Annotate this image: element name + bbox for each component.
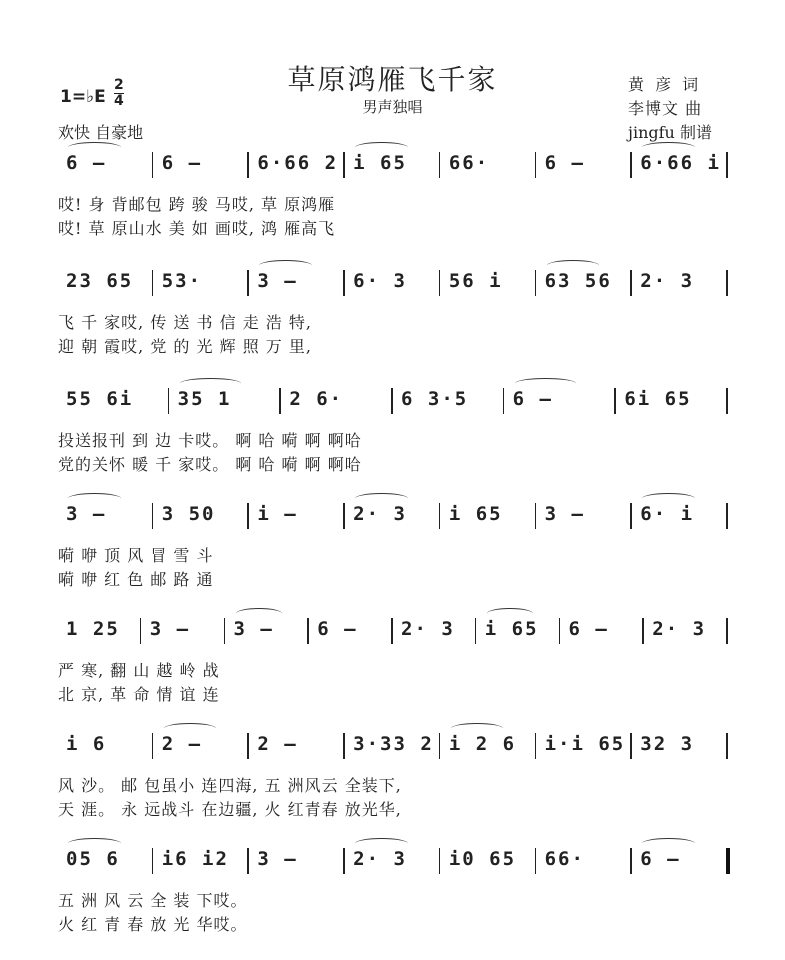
barline xyxy=(439,733,441,759)
measure: i – xyxy=(257,503,298,525)
lyric-verse-1: 飞 千 家哎, 传 送 书 信 走 浩 特, xyxy=(58,313,312,332)
slur-mark xyxy=(180,378,241,389)
barline xyxy=(726,733,728,759)
barline xyxy=(247,733,249,759)
measure: 2· 3 xyxy=(401,618,455,640)
barline xyxy=(152,270,154,296)
lyric-verse-1: 投送报刊 到 边 卡哎。 啊 哈 嗬 啊 啊哈 xyxy=(58,431,362,450)
barline xyxy=(630,152,632,178)
measure: 3 50 xyxy=(161,503,216,525)
barline xyxy=(535,270,537,296)
barline xyxy=(343,152,345,178)
final-barline xyxy=(726,848,730,874)
lyric-verse-1: 五 洲 风 云 全 装 下哎。 xyxy=(58,891,248,910)
barline xyxy=(247,848,249,874)
measure: i 6 xyxy=(66,733,107,755)
barline xyxy=(343,848,345,874)
barline xyxy=(726,152,728,178)
measure: 2· 3 xyxy=(353,503,407,525)
slur-mark xyxy=(642,493,695,504)
barline xyxy=(247,503,249,529)
score-row xyxy=(58,270,728,380)
barline xyxy=(630,503,632,529)
key-signature: 1=♭E xyxy=(60,87,106,107)
barline xyxy=(642,618,644,644)
measure: 2 6· xyxy=(289,388,344,410)
notes-line xyxy=(58,152,728,192)
barline xyxy=(535,733,537,759)
measure: i0 65 xyxy=(448,848,517,870)
lyric-verse-1: 风 沙。 邮 包虽小 连四海, 五 洲风云 全装下, xyxy=(58,776,402,795)
arranger-credit: jingfu 制谱 xyxy=(628,123,712,142)
slur-mark xyxy=(259,260,312,271)
barline xyxy=(726,270,728,296)
barline xyxy=(535,503,537,529)
lyric-verse-2: 火 红 青 春 放 光 华哎。 xyxy=(58,915,248,934)
measure: 3 – xyxy=(233,618,274,640)
score-row xyxy=(58,503,728,613)
barline xyxy=(224,618,226,644)
slur-mark xyxy=(355,142,408,153)
time-signature-top: 2 xyxy=(114,77,124,93)
lyric-verse-1: 严 寒, 翻 山 越 岭 战 xyxy=(58,661,220,680)
measure: 66· xyxy=(448,152,490,174)
measure: 53· xyxy=(161,270,203,292)
measure: 6· 3 xyxy=(353,270,407,292)
slur-mark xyxy=(68,493,121,504)
barline xyxy=(439,848,441,874)
measure: 6 – xyxy=(66,152,107,174)
lyric-verse-2: 北 京, 革 命 情 谊 连 xyxy=(58,685,220,704)
measure: 2· 3 xyxy=(652,618,707,640)
measure: 3 – xyxy=(257,270,298,292)
slur-mark xyxy=(355,493,408,504)
measure: i 65 xyxy=(353,152,407,174)
measure: 23 65 xyxy=(66,270,134,292)
notes-line xyxy=(58,733,728,773)
measure: 56 i xyxy=(448,270,503,292)
barline xyxy=(343,503,345,529)
barline xyxy=(630,848,632,874)
barline xyxy=(475,618,477,644)
measure: 6 – xyxy=(317,618,358,640)
barline xyxy=(559,618,561,644)
barline xyxy=(343,270,345,296)
measure: 6·66 i xyxy=(640,152,721,174)
barline xyxy=(391,388,393,414)
measure: i 65 xyxy=(448,503,503,525)
measure: 6 – xyxy=(640,848,681,870)
barline xyxy=(307,618,309,644)
measure: 2 – xyxy=(161,733,203,755)
score-row xyxy=(58,848,728,958)
measure: 2· 3 xyxy=(353,848,407,870)
barline xyxy=(152,152,154,178)
barline xyxy=(247,270,249,296)
measure: 3 – xyxy=(66,503,107,525)
time-signature xyxy=(114,78,124,109)
measure: 3 – xyxy=(257,848,298,870)
barline xyxy=(152,848,154,874)
notes-line xyxy=(58,503,728,543)
slur-mark xyxy=(451,723,504,734)
barline xyxy=(439,270,441,296)
slur-mark xyxy=(68,142,121,153)
barline xyxy=(726,388,728,414)
measure: 66· xyxy=(544,848,585,870)
slur-mark xyxy=(547,260,600,271)
measure: 6 – xyxy=(544,152,585,174)
barline xyxy=(391,618,393,644)
measure: 6· i xyxy=(640,503,695,525)
measure: 6 – xyxy=(161,152,203,174)
barline xyxy=(247,152,249,178)
measure: i6 i2 xyxy=(161,848,229,870)
slur-mark xyxy=(68,838,121,849)
notes-line xyxy=(58,270,728,310)
barline xyxy=(343,733,345,759)
barline xyxy=(535,848,537,874)
measure: 32 3 xyxy=(640,733,695,755)
measure: i·i 65 xyxy=(544,733,626,755)
score-row xyxy=(58,618,728,728)
measure: 35 1 xyxy=(177,388,232,410)
time-signature-bottom: 4 xyxy=(114,93,124,109)
barline xyxy=(439,503,441,529)
lyricist-credit: 黄 彦 词 xyxy=(628,75,702,94)
lyric-verse-2: 党的关怀 暖 千 家哎。 啊 哈 嗬 啊 啊哈 xyxy=(58,455,362,474)
lyric-verse-2: 天 涯。 永 远战斗 在边疆, 火 红青春 放光华, xyxy=(58,800,402,819)
measure: 6 – xyxy=(512,388,553,410)
measure: 6 3·5 xyxy=(401,388,469,410)
barline xyxy=(535,152,537,178)
lyric-verse-2: 迎 朝 霞哎, 党 的 光 辉 照 万 里, xyxy=(58,337,312,356)
measure: i 2 6 xyxy=(448,733,517,755)
barline xyxy=(630,733,632,759)
measure: 3·33 2 xyxy=(353,733,434,755)
barline xyxy=(726,503,728,529)
barline xyxy=(439,152,441,178)
barline xyxy=(614,388,616,414)
barline xyxy=(503,388,505,414)
score-row xyxy=(58,733,728,843)
slur-mark xyxy=(642,838,695,849)
barline xyxy=(152,733,154,759)
barline xyxy=(140,618,142,644)
lyric-verse-2: 嗬 咿 红 色 邮 路 通 xyxy=(58,570,214,589)
subtitle: 男声独唱 xyxy=(362,98,423,116)
measure: 6 – xyxy=(568,618,609,640)
slur-mark xyxy=(236,608,282,619)
slur-mark xyxy=(515,378,576,389)
score-row xyxy=(58,152,728,262)
barline xyxy=(168,388,170,414)
slur-mark xyxy=(642,142,695,153)
measure: 3 – xyxy=(149,618,191,640)
barline xyxy=(152,503,154,529)
slur-mark xyxy=(355,838,408,849)
page-title: 草原鸿雁飞千家 xyxy=(287,63,498,96)
notes-line xyxy=(58,388,728,428)
measure: 6·66 2 xyxy=(257,152,339,174)
lyric-verse-2: 哎! 草 原山水 美 如 画哎, 鸿 雁高飞 xyxy=(58,219,336,238)
lyric-verse-1: 哎! 身 背邮包 跨 骏 马哎, 草 原鸿雁 xyxy=(58,195,336,214)
measure: 1 25 xyxy=(66,618,120,640)
notes-line xyxy=(58,848,728,888)
measure: 2· 3 xyxy=(640,270,695,292)
slur-mark xyxy=(487,608,533,619)
barline xyxy=(726,618,728,644)
barline xyxy=(630,270,632,296)
measure: 3 – xyxy=(544,503,585,525)
measure: 2 – xyxy=(257,733,298,755)
measure: 63 56 xyxy=(544,270,612,292)
notes-line xyxy=(58,618,728,658)
measure: 6i 65 xyxy=(624,388,692,410)
lyric-verse-1: 嗬 咿 顶 风 冒 雪 斗 xyxy=(58,546,214,565)
composer-credit: 李博文 曲 xyxy=(628,99,703,118)
tempo-marking: 欢快 自豪地 xyxy=(58,123,144,142)
slur-mark xyxy=(164,723,217,734)
measure: 55 6i xyxy=(66,388,134,410)
barline xyxy=(279,388,281,414)
score-row xyxy=(58,388,728,498)
measure: i 65 xyxy=(484,618,539,640)
measure: 05 6 xyxy=(66,848,120,870)
